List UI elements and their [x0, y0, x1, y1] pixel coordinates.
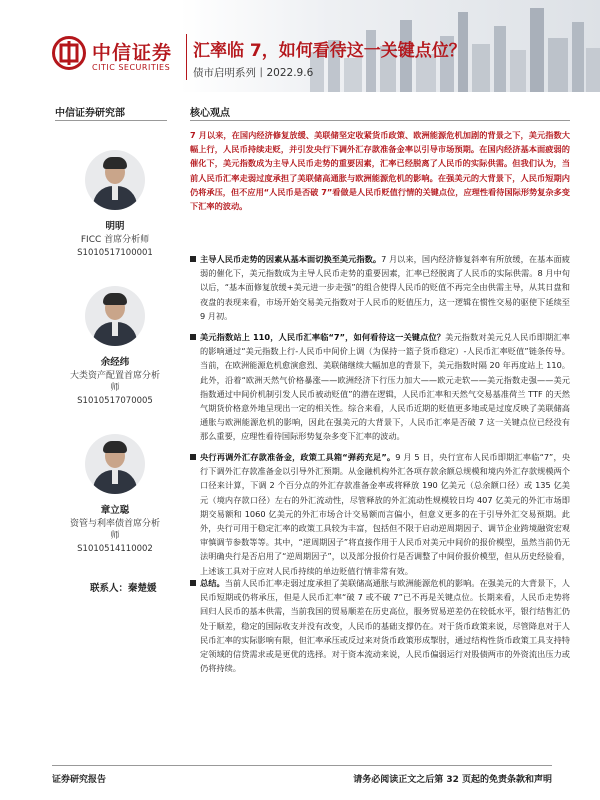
report-header — [0, 0, 600, 92]
footer-divider — [52, 765, 552, 766]
analyst-sidebar — [0, 104, 170, 604]
research-dept-heading: 中信证券研究部 — [55, 108, 125, 119]
section-paragraph — [190, 576, 570, 675]
logo-chinese-name: 中信证券 — [92, 42, 173, 64]
header-divider — [186, 34, 187, 80]
section-body: 当前人民币汇率走弱过度承担了美联储高通胀与欧洲能源危机的影响。在强美元的大背景下，人民币短期或仍将承压，但是人民币汇率“破 7 或不破 7”已不再是关键点位。长期来看，人民币走势将回归人民币的基本供需，当前我国的贸易顺差在历史高位，服务贸易逆差仍在较低水平，银行结售汇仍处于顺差，稳定的国际收支并没有改变，人民币的基础支撑仍在。对于货币政策来说，尽管降息对于人民币汇率的实际影响有限，但汇率承压或反过来对货币政策形成掣肘，通过结构性货币政策工具支持特定领域的信贷需求或是更优的选择。对于资本流动来说，人民币偏弱运行对股债两市的外资流出压力或仍将持续。 — [200, 578, 570, 674]
analyst-photo — [85, 150, 145, 210]
section-body: 美元指数对美元兑人民币即期汇率的影响通过“美元指数上行-人民币中间价上调（为保持一篮子货币稳定）-人民币汇率贬值”链条传导。当前，在欧洲能源危机愈演愈烈、美联储继续大幅加息的背景下，美元指数时隔 20 年再度站上 110。此外，沿着“欧洲天然气价格暴涨——欧洲经济下行压力加大——欧元走软——美元指数走强——美元指数通过中间价机制引发人民币被动贬值”的潜在逻辑，人民币汇率和天然气交易基准荷兰 TTF 的天然气期货价格意外地呈现出一定的相关性。综合来看，人民币近期的贬值更多地或是过度反映了美联储高通胀与欧洲能源危机的影响，因此在强美元的大背景下，人民币汇率是否破 7 这一关键点位已经没有那么重要，应理性看待国际形势复杂多变下汇率的波动。 — [200, 332, 570, 442]
footer-report-type: 证券研究报告 — [52, 775, 107, 785]
section-lead: 央行再调外汇存款准备金，政策工具箱“弹药充足”。 — [200, 452, 396, 462]
analyst-name: 明明 — [105, 221, 125, 232]
section-paragraph — [190, 450, 570, 578]
analyst-card — [60, 286, 170, 406]
section-lead: 总结。 — [200, 578, 225, 588]
report-title: 汇率临 7，如何看待这一关键点位？ — [193, 41, 466, 61]
analyst-name: 余经纬 — [100, 357, 130, 368]
section-paragraph — [190, 330, 570, 444]
citic-logo — [52, 36, 184, 80]
main-divider — [190, 120, 570, 121]
footer-disclaimer-link[interactable]: 请务必阅读正文之后第 32 页起的免责条款和声明 — [353, 775, 552, 785]
section-body: 9 月 5 日，央行宣布人民币即期汇率临“7”，央行下调外汇存款准备金以引导外汇预期。从金融机构外汇各项存款余额总规模和境内外汇存款规模两个口径来计算，下调 2 个百分点的外汇存款准备金率或将释放 190 亿美元（总余额口径）或 135 亿美元（境内存款口径）左右的外汇流动性，尽管释放的外汇流动性规模较日均 407 亿美元的外汇市场即期交易额和 1060 亿美元的外汇市场合计交易额而言偏小，但意义更多的在于引导外汇交易预期。此外，央行可用于稳定汇率的政策工具较为丰富，包括但不限于启动逆周期因子、调节企业跨境融资宏观审慎调节参数等等。其中，“逆周期因子”将直接作用于人民币对美元中间价的报价模型，虽然当前仍无法明确央行是否启用了“逆周期因子”，以及部分报价行是否调整了中间价报价模型，但从历史经验看，上述该工具对于应对人民币持续的单边贬值行情非常有效。 — [200, 452, 571, 576]
analyst-role: FICC 首席分析师 — [80, 235, 150, 245]
analyst-card — [60, 150, 170, 258]
core-views-heading: 核心观点 — [190, 108, 230, 119]
section-body: 7 月以来，国内经济修复斜率有所放缓，在基本面疲弱的催化下，美元指数成为主导人民币走势的重要因素，汇率已经脱离了人民币的实际供需。8 月中旬以后，“基本面修复放缓+美元进一步走强”的组合使得人民币的贬值不再完全由供需主导，从其日盘和夜盘的表现来看，市场开始交易美元指数对于人民币的贬值压力，这一逻辑在惯性交易的驱使下延续至 9 月初。 — [200, 254, 570, 321]
sidebar-divider — [55, 120, 167, 121]
section-lead: 美元指数站上 110，人民币汇率临“7”，如何看待这一关键点位？ — [200, 332, 446, 342]
analyst-license-id: S1010517070005 — [77, 396, 153, 406]
citic-logo-icon — [52, 36, 86, 70]
summary-paragraph: 7 月以来，在国内经济修复放缓、美联储坚定收紧货币政策、欧洲能源危机加剧的背景之下，美元指数大幅上行，人民币持续走贬，并引发央行下调外汇存款准备金率以引导市场预期。在国内经济基本面疲弱的催化下，美元指数成为主导人民币走势的重要因素，汇率已经脱离了人民币的实际供需。但我们认为，当前人民币汇率走弱过度承担了美联储高通胀与欧洲能源危机的影响。在强美元的大背景下，人民币短期内仍将承压，但不应用“人民币是否破 7”看做是人民币贬值行情的关键点位，应理性看待国际形势复杂多变下汇率的波动。 — [190, 130, 570, 212]
analyst-license-id: S1010517100001 — [77, 248, 153, 258]
analyst-card — [60, 434, 170, 554]
core-views — [190, 104, 571, 674]
section-paragraph — [190, 252, 570, 323]
analyst-license-id: S1010514110002 — [77, 544, 153, 554]
analyst-photo — [85, 286, 145, 346]
analyst-photo — [85, 434, 145, 494]
report-series-date: 债市启明系列丨2022.9.6 — [193, 67, 314, 79]
analyst-name: 章立聪 — [100, 505, 130, 516]
section-lead: 主导人民币走势的因素从基本面切换至美元指数。 — [200, 254, 382, 264]
logo-english-name: CITIC SECURITIES — [92, 63, 171, 72]
analyst-role: 资管与利率债首席分析师 — [69, 519, 160, 541]
analyst-role: 大类资产配置首席分析师 — [69, 371, 160, 393]
contact-person: 联系人：秦楚媛 — [90, 583, 157, 594]
